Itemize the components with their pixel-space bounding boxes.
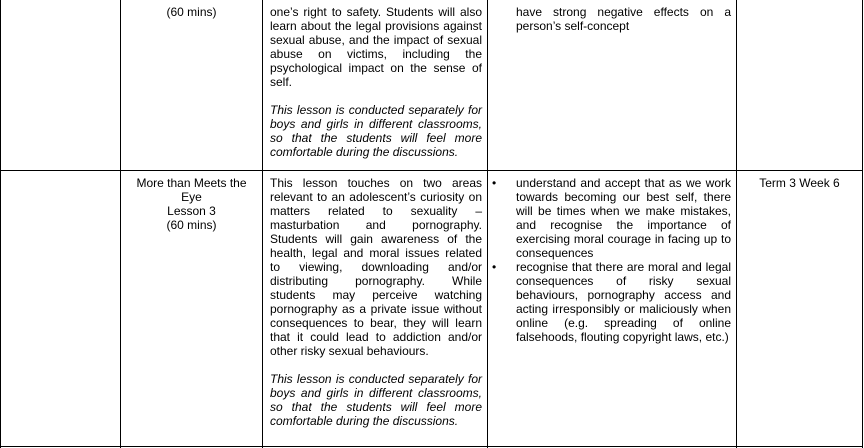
row2-description-cell	[270, 176, 482, 428]
row2-outcome-text: recognise that there are moral and legal consequences of risky sexual behaviours, pornography access and acting irresponsibly or maliciously when online (e.g. spreading of online falsehoods, flouting copyright laws, etc.)	[516, 260, 731, 344]
lesson-duration: (60 mins)	[166, 218, 217, 232]
table-border-left	[0, 0, 1, 448]
row1-lesson-line: (60 mins)	[166, 5, 217, 19]
row2-schedule: Term 3 Week 6	[759, 176, 840, 190]
row1-description-cell	[270, 5, 482, 159]
bullet-point: •	[492, 260, 497, 274]
lesson-title-line-1: More than Meets the	[136, 176, 247, 190]
row2-description: This lesson touches on two areas relevant to an adolescent’s curiosity on matters related to sexuality – masturbation and pornography. Students will gain awareness of the health, legal and moral issues related to viewing, downloading and/or distributing pornography. While students may perceive watching pornography as a private issue without consequences to bear, they will learn that it could lead to addiction and/or other risky sexual behaviours.	[270, 176, 482, 358]
row1-outcome-continued: have strong negative effects on a person’s self-concept	[516, 5, 731, 33]
lesson-title-line-2: Eye	[181, 190, 202, 204]
row2-outcome-item	[490, 260, 731, 344]
row2-outcome-text: understand and accept that as we work towards becoming our best self, there will be times when we make mistakes, and recognise the importance of exercising moral courage in facing up to consequences	[516, 176, 731, 260]
table-border-right	[862, 0, 863, 448]
bullet-point: •	[492, 176, 497, 190]
column-divider-4	[736, 0, 737, 448]
column-divider-2	[262, 0, 263, 448]
row-divider	[0, 170, 863, 171]
row2-outcome-item	[490, 176, 731, 260]
row1-note: This lesson is conducted separately for boys and girls in different classrooms, so that the students will feel more comfortable during the discussions.	[270, 103, 482, 159]
lesson-number: Lesson 3	[167, 204, 216, 218]
row2-schedule-cell	[737, 176, 862, 190]
row2-outcome-cell	[490, 176, 731, 344]
row2-note: This lesson is conducted separately for boys and girls in different classrooms, so that the students will feel more comfortable during the discussions.	[270, 372, 482, 428]
column-divider-3	[487, 0, 488, 448]
table-border-bottom	[0, 446, 863, 447]
row1-description: one’s right to safety. Students will also learn about the legal provisions against sexual abuse, and the impact of sexual abuse on victims, including the psychological impact on the sense of self.	[270, 5, 482, 89]
row1-outcome-cell	[490, 5, 731, 33]
row1-lesson-cell	[121, 5, 262, 19]
row2-lesson-cell	[121, 176, 262, 232]
